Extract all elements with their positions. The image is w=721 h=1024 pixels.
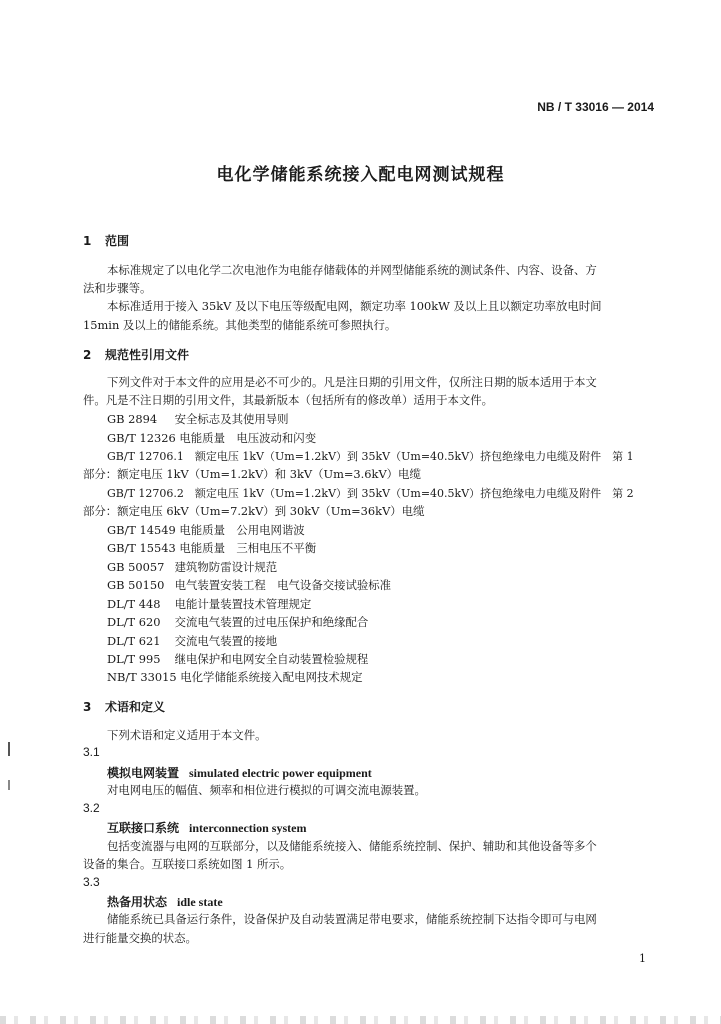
paragraph-line: 下列文件对于本文件的应用是必不可少的。凡是注日期的引用文件，仅所注日期的版本适用于本文 (107, 375, 597, 389)
term-definition: 设备的集合。互联接口系统如图 1 所示。 (83, 857, 292, 871)
reference-title: 电能计量装置技术管理规定 (174, 597, 312, 611)
reference-line: GB/T 12706.2 额定电压 1kV（Um=1.2kV）到 35kV（Um=40.5kV）挤包绝缘电力电缆及附件 第 2 (107, 487, 634, 500)
reference-item (107, 651, 368, 667)
reference-title: 安全标志及其使用导则 (174, 412, 289, 426)
reference-title: 电能质量 公用电网谐波 (179, 523, 305, 537)
reference-item (107, 559, 277, 575)
reference-line: 部分：额定电压 6kV（Um=7.2kV）到 30kV（Um=36kV）电缆 (83, 504, 425, 518)
reference-code: GB/T 12326 (107, 431, 176, 445)
document-title: 电化学储能系统接入配电网测试规程 (216, 165, 505, 185)
term-number: 3.2 (83, 801, 100, 815)
term-number: 3.3 (83, 875, 100, 889)
section-title: 规范性引用文件 (105, 348, 190, 362)
section-number: 1 (83, 234, 92, 248)
reference-code: DL/T 621 (107, 634, 161, 648)
reference-code: GB/T 14549 (107, 523, 176, 537)
reference-code: DL/T 620 (107, 615, 161, 629)
paragraph-line: 本标准规定了以电化学二次电池作为电能存储载体的并网型储能系统的测试条件、内容、设备、方 (107, 263, 597, 277)
term-definition: 进行能量交换的状态。 (83, 931, 197, 945)
standard-code-header: NB / T 33016 — 2014 (537, 100, 654, 114)
reference-item (107, 540, 316, 556)
reference-title: 电化学储能系统接入配电网技术规定 (180, 670, 363, 684)
term-heading (107, 764, 372, 781)
term-heading (107, 819, 306, 836)
section-number: 3 (83, 700, 92, 714)
section-number: 2 (83, 348, 92, 362)
section-1-heading (83, 232, 129, 249)
reference-title: 电能质量 电压波动和闪变 (179, 431, 317, 445)
reference-item (107, 411, 289, 427)
section-2-heading (83, 346, 189, 363)
reference-item (107, 669, 363, 685)
term-definition: 包括变流器与电网的互联部分，以及储能系统接入、储能系统控制、保护、辅助和其他设备等多个 (107, 839, 597, 853)
term-zh: 互联接口系统 (107, 821, 180, 835)
reference-title: 交流电气装置的过电压保护和绝缘配合 (174, 615, 369, 629)
reference-code: GB 50057 (107, 560, 165, 574)
term-zh: 热备用状态 (107, 895, 168, 909)
term-en: interconnection system (189, 821, 307, 835)
reference-line: 部分：额定电压 1kV（Um=1.2kV）和 3kV（Um=3.6kV）电缆 (83, 467, 421, 481)
reference-item (107, 614, 368, 630)
scan-mark (8, 780, 10, 790)
reference-code: GB/T 15543 (107, 541, 176, 555)
reference-title: 继电保护和电网安全自动装置检验规程 (174, 652, 369, 666)
reference-item (107, 596, 311, 612)
paragraph-line: 件。凡是不注日期的引用文件，其最新版本（包括所有的修改单）适用于本文件。 (83, 393, 494, 407)
reference-code: NB/T 33015 (107, 670, 177, 684)
term-number: 3.1 (83, 745, 100, 759)
reference-title: 交流电气装置的接地 (174, 634, 278, 648)
reference-code: GB 2894 (107, 412, 158, 426)
reference-code: GB 50150 (107, 578, 165, 592)
reference-title: 电能质量 三相电压不平衡 (179, 541, 317, 555)
reference-title: 电气装置安装工程 电气设备交接试验标准 (174, 578, 392, 592)
term-definition: 储能系统已具备运行条件，设备保护及自动装置满足带电要求，储能系统控制下达指令即可与电网 (107, 912, 597, 926)
reference-item (107, 633, 277, 649)
section-title: 范围 (105, 234, 130, 248)
term-en: idle state (177, 895, 223, 909)
reference-title: 建筑物防雷设计规范 (174, 560, 278, 574)
term-en: simulated electric power equipment (189, 766, 372, 780)
reference-code: DL/T 448 (107, 597, 161, 611)
reference-line: GB/T 12706.1 额定电压 1kV（Um=1.2kV）到 35kV（Um=40.5kV）挤包绝缘电力电缆及附件 第 1 (107, 450, 634, 463)
section-3-heading (83, 698, 165, 715)
term-zh: 模拟电网装置 (107, 766, 180, 780)
reference-item (107, 430, 316, 446)
section-title: 术语和定义 (105, 700, 166, 714)
reference-code: DL/T 995 (107, 652, 161, 666)
scan-mark (8, 742, 10, 756)
scan-bleed-strip (0, 1016, 721, 1024)
reference-item (107, 577, 391, 593)
page-number: 1 (639, 952, 646, 965)
term-definition: 对电网电压的幅值、频率和相位进行模拟的可调交流电源装置。 (107, 783, 426, 797)
term-heading (107, 893, 223, 910)
paragraph-line: 下列术语和定义适用于本文件。 (107, 728, 267, 742)
paragraph-line: 法和步骤等。 (83, 281, 152, 295)
paragraph-line: 本标准适用于接入 35kV 及以下电压等级配电网，额定功率 100kW 及以上且以额定功率放电时间 (107, 299, 602, 313)
reference-item (107, 522, 305, 538)
paragraph-line: 15min 及以上的储能系统。其他类型的储能系统可参照执行。 (83, 318, 397, 332)
